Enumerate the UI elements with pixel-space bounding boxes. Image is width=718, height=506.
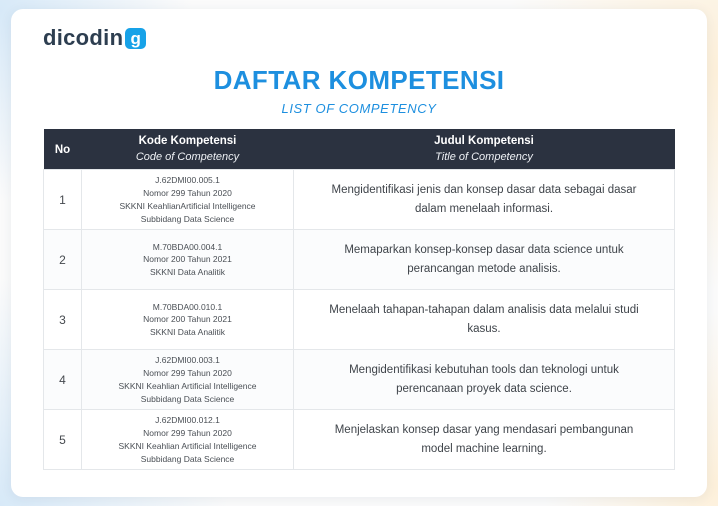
kode-line: J.62DMI00.005.1	[155, 175, 220, 186]
kode-line: J.62DMI00.003.1	[155, 355, 220, 366]
table-header	[44, 129, 675, 170]
kode-line: SKKNI Keahlian Artificial Intelligence	[118, 380, 257, 391]
page-subtitle: LIST OF COMPETENCY	[281, 101, 437, 116]
table-row	[44, 350, 675, 410]
table-row	[44, 170, 675, 230]
row-number: 2	[44, 230, 82, 290]
table-body	[44, 170, 675, 470]
kode-line: Subbidang Data Science	[140, 393, 235, 404]
document-card	[11, 9, 707, 497]
table-row	[44, 230, 675, 290]
row-judul: Mengidentifikasi kebutuhan tools dan teknologi untuk perencanaan proyek data science.	[294, 350, 675, 410]
kode-line: Subbidang Data Science	[140, 453, 235, 464]
kode-line: Nomor 299 Tahun 2020	[143, 428, 232, 439]
kode-line: Nomor 299 Tahun 2020	[143, 188, 232, 199]
kode-line: Subbidang Data Science	[140, 213, 235, 224]
row-kode	[82, 410, 294, 470]
row-kode	[82, 170, 294, 230]
header-judul-en: Title of Competency	[435, 150, 533, 163]
kode-line: SKKNI Data Analitik	[149, 327, 226, 338]
header-no	[44, 129, 82, 170]
logo-badge-g: g	[125, 28, 146, 49]
header-no-label: No	[54, 144, 71, 157]
table-row	[44, 290, 675, 350]
kode-line: Nomor 299 Tahun 2020	[143, 368, 232, 379]
header-judul	[294, 129, 675, 170]
row-number: 5	[44, 410, 82, 470]
dicoding-logo	[43, 25, 675, 51]
row-kode	[82, 350, 294, 410]
kode-line: M.70BDA00.010.1	[152, 301, 223, 312]
row-judul: Mengidentifikasi jenis dan konsep dasar data sebagai dasar dalam menelaah informasi.	[294, 170, 675, 230]
kode-line: SKKNI KeahlianArtificial Intelligence	[119, 200, 256, 211]
row-judul: Menjelaskan konsep dasar yang mendasari pembangunan model machine learning.	[294, 410, 675, 470]
header-kode	[82, 129, 294, 170]
kode-line: Nomor 200 Tahun 2021	[143, 254, 232, 265]
row-judul: Memaparkan konsep-konsep dasar data science untuk perancangan metode analisis.	[294, 230, 675, 290]
row-number: 3	[44, 290, 82, 350]
header-judul-id: Judul Kompetensi	[434, 135, 534, 147]
logo-wordmark: dicodin	[43, 25, 124, 50]
kode-line: Nomor 200 Tahun 2021	[143, 314, 232, 325]
row-number: 1	[44, 170, 82, 230]
row-kode	[82, 290, 294, 350]
row-number: 4	[44, 350, 82, 410]
kode-line: SKKNI Keahlian Artificial Intelligence	[118, 440, 257, 451]
row-kode	[82, 230, 294, 290]
kode-line: SKKNI Data Analitik	[149, 267, 226, 278]
header-kode-id: Kode Kompetensi	[138, 135, 237, 147]
kode-line: J.62DMI00.012.1	[155, 415, 220, 426]
competency-table	[43, 129, 675, 470]
table-row	[44, 410, 675, 470]
row-judul: Menelaah tahapan-tahapan dalam analisis data melalui studi kasus.	[294, 290, 675, 350]
header-kode-en: Code of Competency	[135, 150, 240, 163]
page-title: DAFTAR KOMPETENSI	[213, 65, 505, 95]
kode-line: M.70BDA00.004.1	[152, 241, 223, 252]
